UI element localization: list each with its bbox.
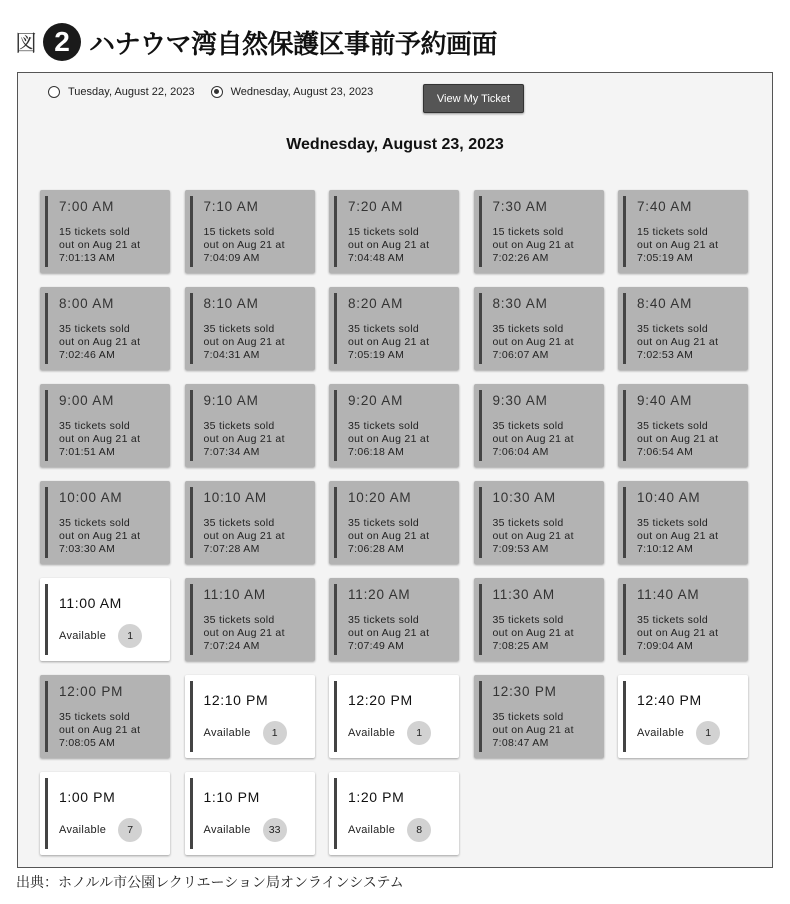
soldout-info-line: 35 tickets sold <box>59 711 131 723</box>
slot-accent-bar <box>190 681 193 752</box>
slot-time: 11:00 AM <box>59 595 122 611</box>
slot-soldout-info <box>493 420 601 459</box>
soldout-info-line: 35 tickets sold <box>637 420 709 432</box>
soldout-info-line: 15 tickets sold <box>492 226 564 238</box>
soldout-info-line: 35 tickets sold <box>59 323 131 335</box>
time-slot-available[interactable] <box>185 772 315 855</box>
time-slot-soldout <box>618 287 748 370</box>
slot-availability <box>204 818 287 842</box>
slot-availability <box>59 818 142 842</box>
soldout-info-line: out on Aug 21 at <box>59 239 141 251</box>
soldout-info-line: out on Aug 21 at <box>492 433 574 445</box>
slot-accent-bar <box>623 196 626 267</box>
slot-soldout-info <box>348 323 456 362</box>
soldout-info-line: out on Aug 21 at <box>59 530 141 542</box>
slot-time: 12:10 PM <box>203 692 269 708</box>
soldout-info-line: 7:06:07 AM <box>492 349 549 361</box>
slot-accent-bar <box>45 390 48 461</box>
slot-soldout-info <box>637 323 745 362</box>
soldout-info-line: out on Aug 21 at <box>59 433 141 445</box>
view-my-ticket-button[interactable]: View My Ticket <box>423 84 524 113</box>
slot-soldout-info <box>348 226 456 265</box>
slot-time: 10:20 AM <box>348 490 412 505</box>
slot-accent-bar <box>623 681 626 752</box>
soldout-info-line: 35 tickets sold <box>492 323 564 335</box>
slot-accent-bar <box>45 293 48 364</box>
soldout-info-line: 7:07:28 AM <box>203 543 260 555</box>
soldout-info-line: 35 tickets sold <box>637 517 709 529</box>
slot-time: 10:10 AM <box>203 490 267 505</box>
slot-time: 7:10 AM <box>203 199 259 214</box>
slot-time: 9:30 AM <box>492 393 548 408</box>
figure-header <box>15 22 497 62</box>
soldout-info-line: 7:06:04 AM <box>492 446 549 458</box>
soldout-info-line: 7:08:25 AM <box>492 640 549 652</box>
slot-time: 9:20 AM <box>348 393 404 408</box>
available-count-badge: 1 <box>696 721 720 745</box>
radio-checked-icon[interactable] <box>211 86 223 98</box>
soldout-info-line: 35 tickets sold <box>59 420 131 432</box>
time-slot-soldout <box>185 384 315 467</box>
soldout-info-line: 35 tickets sold <box>203 323 275 335</box>
slot-time: 12:00 PM <box>59 684 124 699</box>
slot-accent-bar <box>479 196 482 267</box>
soldout-info-line: out on Aug 21 at <box>348 336 430 348</box>
date-option-label: Wednesday, August 23, 2023 <box>230 86 374 98</box>
soldout-info-line: 7:07:34 AM <box>203 446 260 458</box>
slot-time: 1:20 PM <box>348 789 405 805</box>
slot-accent-bar <box>334 293 337 364</box>
soldout-info-line: 7:07:49 AM <box>348 640 405 652</box>
soldout-info-line: 7:01:13 AM <box>59 252 116 264</box>
soldout-info-line: out on Aug 21 at <box>492 724 574 736</box>
time-slot-soldout <box>474 481 604 564</box>
slot-accent-bar <box>190 584 193 655</box>
time-slot-available[interactable] <box>618 675 748 758</box>
soldout-info-line: 7:04:31 AM <box>203 349 260 361</box>
time-slot-soldout <box>185 481 315 564</box>
time-slot-soldout <box>40 675 170 758</box>
soldout-info-line: 15 tickets sold <box>348 226 420 238</box>
soldout-info-line: out on Aug 21 at <box>637 336 719 348</box>
slot-time: 7:30 AM <box>492 199 548 214</box>
time-slot-soldout <box>40 287 170 370</box>
figure-title: ハナウマ湾自然保護区事前予約画面 <box>89 29 498 60</box>
slot-soldout-info <box>637 226 745 265</box>
soldout-info-line: 35 tickets sold <box>348 614 420 626</box>
soldout-info-line: 35 tickets sold <box>203 517 275 529</box>
slot-soldout-info <box>348 517 456 556</box>
slot-accent-bar <box>623 584 626 655</box>
slot-accent-bar <box>190 196 193 267</box>
slot-accent-bar <box>190 390 193 461</box>
time-slot-soldout <box>474 384 604 467</box>
figure-number-badge: 2 <box>43 23 81 61</box>
slot-accent-bar <box>479 584 482 655</box>
soldout-info-line: 15 tickets sold <box>59 226 131 238</box>
radio-unchecked-icon[interactable] <box>48 86 60 98</box>
slot-time: 1:00 PM <box>59 789 116 805</box>
slot-accent-bar <box>334 778 337 849</box>
available-count-badge: 33 <box>263 818 287 842</box>
slot-time: 10:40 AM <box>637 490 701 505</box>
soldout-info-line: out on Aug 21 at <box>492 530 574 542</box>
slot-availability <box>59 624 142 648</box>
slot-accent-bar <box>45 487 48 558</box>
selected-date-heading: Wednesday, August 23, 2023 <box>286 136 504 153</box>
slot-accent-bar <box>479 293 482 364</box>
time-slot-soldout <box>329 384 459 467</box>
available-label: Available <box>348 727 396 739</box>
soldout-info-line: 7:06:28 AM <box>348 543 405 555</box>
date-option-aug-22[interactable] <box>48 86 195 98</box>
soldout-info-line: 7:05:19 AM <box>348 349 405 361</box>
soldout-info-line: 35 tickets sold <box>203 614 275 626</box>
slot-availability <box>348 818 431 842</box>
time-slot-soldout <box>474 675 604 758</box>
slot-accent-bar <box>479 681 482 752</box>
soldout-info-line: out on Aug 21 at <box>59 724 141 736</box>
soldout-info-line: 35 tickets sold <box>492 711 564 723</box>
soldout-info-line: 7:02:26 AM <box>492 252 549 264</box>
time-slot-available[interactable] <box>329 675 459 758</box>
time-slot-soldout <box>329 287 459 370</box>
soldout-info-line: 35 tickets sold <box>492 614 564 626</box>
slot-soldout-info <box>493 226 601 265</box>
available-count-badge: 7 <box>118 818 142 842</box>
slot-time: 11:40 AM <box>637 587 700 602</box>
time-slot-available[interactable] <box>329 772 459 855</box>
time-slot-soldout <box>618 481 748 564</box>
available-count-badge: 1 <box>263 721 287 745</box>
slot-accent-bar <box>623 390 626 461</box>
soldout-info-line: 7:03:30 AM <box>59 543 116 555</box>
slot-time: 7:40 AM <box>637 199 693 214</box>
source-caption: 出典：ホノルル市公園レクリエーション局オンラインシステム <box>16 875 404 891</box>
time-slot-soldout <box>185 190 315 273</box>
time-slot-soldout <box>618 578 748 661</box>
slot-soldout-info <box>59 420 167 459</box>
slot-accent-bar <box>190 778 193 849</box>
soldout-info-line: 35 tickets sold <box>203 420 275 432</box>
slot-soldout-info <box>493 323 601 362</box>
soldout-info-line: out on Aug 21 at <box>492 336 574 348</box>
time-slot-soldout <box>329 578 459 661</box>
slot-soldout-info <box>59 323 167 362</box>
time-slot-soldout <box>474 190 604 273</box>
soldout-info-line: 7:06:54 AM <box>637 446 694 458</box>
soldout-info-line: 7:02:53 AM <box>637 349 694 361</box>
slot-time: 8:20 AM <box>348 296 404 311</box>
slot-time: 12:20 PM <box>348 692 413 708</box>
soldout-info-line: 15 tickets sold <box>637 226 709 238</box>
available-count-badge: 8 <box>407 818 431 842</box>
soldout-info-line: out on Aug 21 at <box>203 433 285 445</box>
slot-availability <box>637 721 720 745</box>
slot-availability <box>204 721 287 745</box>
soldout-info-line: 7:10:12 AM <box>637 543 694 555</box>
slot-time: 9:40 AM <box>637 393 693 408</box>
soldout-info-line: out on Aug 21 at <box>59 336 141 348</box>
slot-time: 9:10 AM <box>203 393 259 408</box>
soldout-info-line: 7:09:53 AM <box>492 543 549 555</box>
figure-label: 図 <box>15 31 38 57</box>
available-label: Available <box>203 824 251 836</box>
available-label: Available <box>59 630 107 642</box>
reservation-screen <box>17 72 773 868</box>
slot-accent-bar <box>334 196 337 267</box>
time-slot-available[interactable] <box>40 578 170 661</box>
soldout-info-line: 7:07:24 AM <box>203 640 260 652</box>
slot-accent-bar <box>45 196 48 267</box>
available-label: Available <box>59 824 107 836</box>
soldout-info-line: 7:06:18 AM <box>348 446 405 458</box>
time-slot-soldout <box>618 384 748 467</box>
slot-soldout-info <box>493 711 601 750</box>
slot-accent-bar <box>623 487 626 558</box>
soldout-info-line: 7:01:51 AM <box>59 446 116 458</box>
slot-availability <box>348 721 431 745</box>
soldout-info-line: 15 tickets sold <box>203 226 275 238</box>
soldout-info-line: out on Aug 21 at <box>348 627 430 639</box>
available-label: Available <box>348 824 396 836</box>
soldout-info-line: 7:08:05 AM <box>59 737 116 749</box>
time-slot-soldout <box>185 287 315 370</box>
slot-time: 1:10 PM <box>203 789 260 805</box>
slot-soldout-info <box>348 614 456 653</box>
soldout-info-line: out on Aug 21 at <box>203 336 285 348</box>
time-slot-available[interactable] <box>40 772 170 855</box>
slot-accent-bar <box>334 487 337 558</box>
soldout-info-line: 7:09:04 AM <box>637 640 694 652</box>
soldout-info-line: out on Aug 21 at <box>203 627 285 639</box>
soldout-info-line: out on Aug 21 at <box>637 627 719 639</box>
soldout-info-line: 7:04:09 AM <box>203 252 260 264</box>
slot-accent-bar <box>334 390 337 461</box>
slot-accent-bar <box>334 681 337 752</box>
available-label: Available <box>203 727 251 739</box>
slot-soldout-info <box>204 323 312 362</box>
time-slot-available[interactable] <box>185 675 315 758</box>
soldout-info-line: out on Aug 21 at <box>203 239 285 251</box>
date-option-label: Tuesday, August 22, 2023 <box>68 86 195 98</box>
slot-soldout-info <box>204 420 312 459</box>
slot-accent-bar <box>623 293 626 364</box>
slot-time: 8:40 AM <box>637 296 693 311</box>
time-slot-soldout <box>40 481 170 564</box>
slot-time: 12:30 PM <box>492 684 557 699</box>
slot-accent-bar <box>334 584 337 655</box>
time-slot-soldout <box>185 578 315 661</box>
slot-time: 11:30 AM <box>492 587 555 602</box>
slot-soldout-info <box>204 226 312 265</box>
slot-accent-bar <box>45 681 48 752</box>
soldout-info-line: out on Aug 21 at <box>492 239 574 251</box>
time-slot-soldout <box>40 190 170 273</box>
soldout-info-line: 35 tickets sold <box>492 517 564 529</box>
slot-accent-bar <box>479 487 482 558</box>
soldout-info-line: out on Aug 21 at <box>637 239 719 251</box>
soldout-info-line: 35 tickets sold <box>492 420 564 432</box>
soldout-info-line: out on Aug 21 at <box>348 239 430 251</box>
slot-accent-bar <box>190 293 193 364</box>
time-slot-soldout <box>474 578 604 661</box>
slot-soldout-info <box>348 420 456 459</box>
soldout-info-line: out on Aug 21 at <box>348 433 430 445</box>
time-slot-soldout <box>618 190 748 273</box>
slot-soldout-info <box>204 517 312 556</box>
soldout-info-line: 7:08:47 AM <box>492 737 549 749</box>
slot-accent-bar <box>45 778 48 849</box>
soldout-info-line: 7:04:48 AM <box>348 252 405 264</box>
soldout-info-line: 7:05:19 AM <box>637 252 694 264</box>
soldout-info-line: 35 tickets sold <box>348 323 420 335</box>
slot-time: 8:00 AM <box>59 296 115 311</box>
slot-soldout-info <box>59 517 167 556</box>
soldout-info-line: 35 tickets sold <box>637 614 709 626</box>
slot-soldout-info <box>493 517 601 556</box>
slot-soldout-info <box>637 517 745 556</box>
slot-time: 11:10 AM <box>203 587 266 602</box>
date-option-aug-23[interactable] <box>211 86 374 98</box>
soldout-info-line: 35 tickets sold <box>348 517 420 529</box>
slot-soldout-info <box>59 711 167 750</box>
slot-time: 8:30 AM <box>492 296 548 311</box>
slot-time: 7:20 AM <box>348 199 404 214</box>
time-slot-soldout <box>474 287 604 370</box>
available-label: Available <box>637 727 685 739</box>
slot-time: 11:20 AM <box>348 587 411 602</box>
available-count-badge: 1 <box>407 721 431 745</box>
soldout-info-line: out on Aug 21 at <box>637 433 719 445</box>
soldout-info-line: 7:02:46 AM <box>59 349 116 361</box>
slot-soldout-info <box>204 614 312 653</box>
slot-time: 10:00 AM <box>59 490 123 505</box>
soldout-info-line: out on Aug 21 at <box>203 530 285 542</box>
available-count-badge: 1 <box>118 624 142 648</box>
time-slot-soldout <box>40 384 170 467</box>
slot-accent-bar <box>45 584 48 655</box>
date-selector <box>48 86 389 98</box>
slot-soldout-info <box>637 420 745 459</box>
slot-time: 7:00 AM <box>59 199 115 214</box>
soldout-info-line: 35 tickets sold <box>59 517 131 529</box>
slot-time: 8:10 AM <box>203 296 259 311</box>
time-slot-grid <box>40 190 752 855</box>
time-slot-soldout <box>329 190 459 273</box>
slot-accent-bar <box>190 487 193 558</box>
slot-time: 9:00 AM <box>59 393 115 408</box>
slot-soldout-info <box>637 614 745 653</box>
slot-accent-bar <box>479 390 482 461</box>
slot-time: 12:40 PM <box>637 692 702 708</box>
soldout-info-line: out on Aug 21 at <box>348 530 430 542</box>
slot-soldout-info <box>59 226 167 265</box>
slot-time: 10:30 AM <box>492 490 556 505</box>
soldout-info-line: out on Aug 21 at <box>492 627 574 639</box>
soldout-info-line: 35 tickets sold <box>348 420 420 432</box>
soldout-info-line: 35 tickets sold <box>637 323 709 335</box>
time-slot-soldout <box>329 481 459 564</box>
soldout-info-line: out on Aug 21 at <box>637 530 719 542</box>
slot-soldout-info <box>493 614 601 653</box>
